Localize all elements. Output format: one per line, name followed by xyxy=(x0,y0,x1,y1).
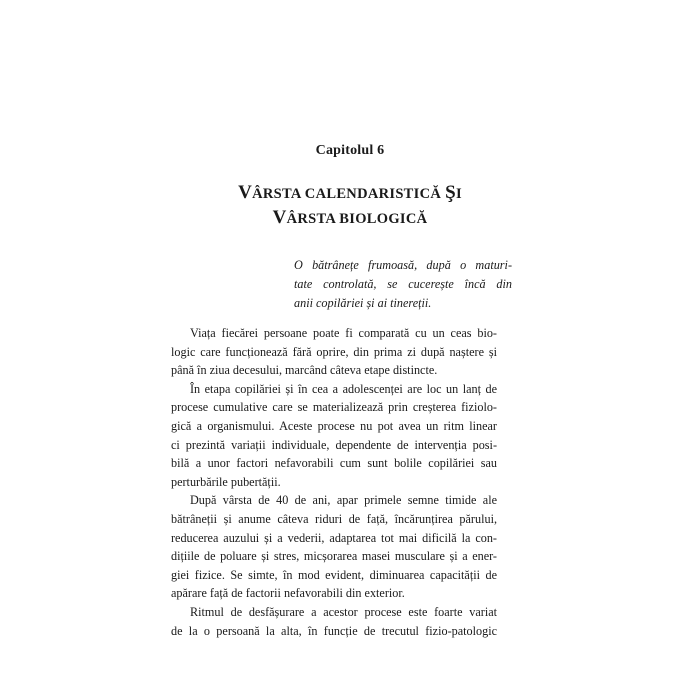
body-line: ci prezintă variații individuale, dependente de intervenția posi- xyxy=(171,437,497,452)
title-smallcaps: ÂRSTA BIOLOGICĂ xyxy=(286,211,428,227)
chapter-label: Capitolul 6 xyxy=(315,143,385,158)
title-smallcaps: I xyxy=(455,186,462,202)
title-cap: V xyxy=(272,207,287,228)
body-line: reducerea auzului și a vederii, adaptarea tot mai dificilă la con- xyxy=(171,530,497,545)
epigraph-line: anii copilăriei și ai tinereții. xyxy=(294,296,432,310)
chapter-title-line-2 xyxy=(0,206,700,231)
body-line: logic care funcționează fără oprire, din prima zi după naștere și xyxy=(171,344,497,359)
chapter-title xyxy=(0,181,700,231)
body-line: până în ziua decesului, marcând câteva etape distincte. xyxy=(171,363,438,378)
title-cap: Ş xyxy=(445,182,456,203)
title-cap: V xyxy=(238,182,253,203)
chapter-title-line-1 xyxy=(0,181,700,206)
body-line: giei fizice. Se simte, în mod evident, diminuarea capacității de xyxy=(171,567,497,582)
epigraph-line: O bătrânețe frumoasă, după o maturi- xyxy=(294,258,512,272)
body-line: Viața fiecărei persoane poate fi comparată cu un ceas bio- xyxy=(190,326,497,340)
body-text xyxy=(171,324,497,640)
body-line: bilă a unor factori nefavorabili cum sunt bolile copilăriei sau xyxy=(171,456,497,471)
epigraph-line: tate controlată, se cucerește încă din xyxy=(294,277,512,291)
body-line: dițiile de poluare și stres, micșorarea masei musculare și a ener- xyxy=(171,549,497,564)
body-line: de la o persoană la alta, în funcție de trecutul fizio-patologic xyxy=(171,623,497,638)
title-smallcaps: ÂRSTA CALENDARISTICĂ xyxy=(252,186,446,202)
body-line: perturbările pubertății. xyxy=(171,474,281,489)
epigraph xyxy=(294,256,512,313)
body-line: În etapa copilăriei și în cea a adolescenței are loc un lanț de xyxy=(190,381,497,396)
body-line: apărare față de factorii nefavorabili din exterior. xyxy=(171,586,405,601)
body-line: Ritmul de desfășurare a acestor procese este foarte variat xyxy=(190,604,497,619)
body-line: bătrâneții și anume câteva riduri de față, încărunțirea părului, xyxy=(171,511,497,526)
body-line: gică a organismului. Aceste procese nu pot avea un ritm linear xyxy=(171,418,497,433)
body-line: După vârsta de 40 de ani, apar primele semne timide ale xyxy=(190,493,497,508)
body-line: procese cumulative care se materializează prin creșterea fiziolo- xyxy=(171,400,497,415)
